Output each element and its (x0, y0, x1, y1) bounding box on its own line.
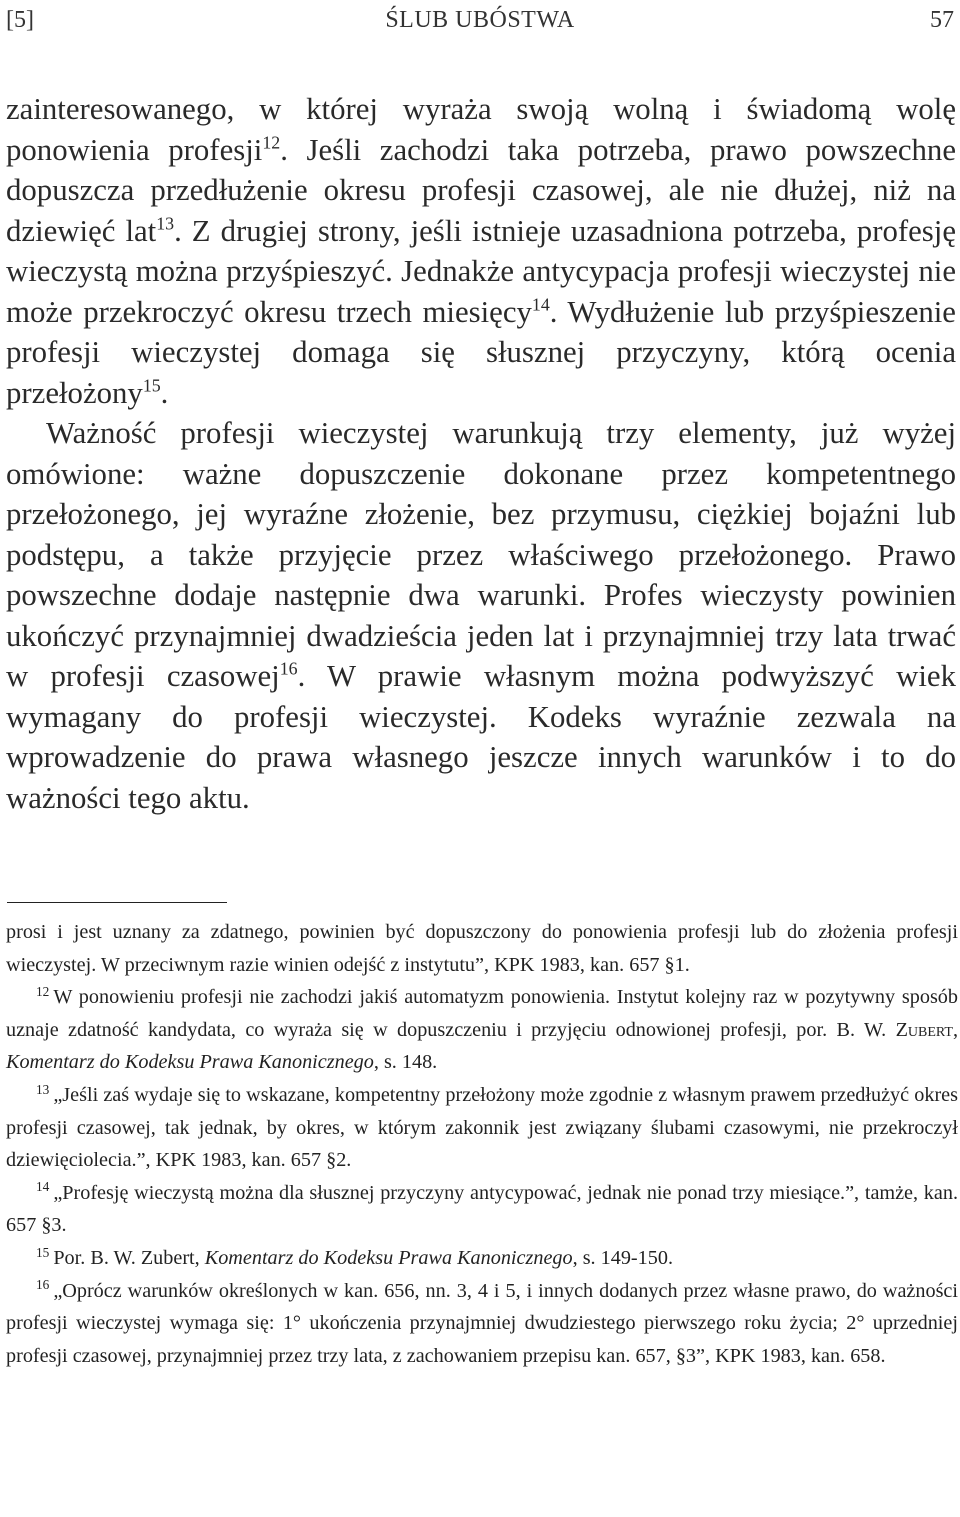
footnote-number: 14 (36, 1179, 50, 1195)
footnote-16 (6, 1275, 958, 1373)
footnote-14 (6, 1177, 958, 1242)
text-run: Ważność profesji wieczystej warunkują trzy elementy, już wyżej omówione: ważne dopuszczenie dokonane przez kompetentnego przełożonego, jej wyraźne złożenie, bez przymusu, ciężkiej bojaźni lub podstępu, a także przyjęcie przez właściwego przełożonego. Prawo powszechne dodaje następnie dwa warunki. Profes wieczysty powinien ukończyć przynajmniej dwadzieścia jeden lat i przynajmniej trzy lata trwać w profesji czasowej (6, 416, 956, 693)
text-run: „Jeśli zaś wydaje się to wskazane, kompetentny przełożony może zgodnie z własnym prawem przedłużyć okres profesji czasowej, tak jednak, by okres, w którym zakonnik jest związany ślubami czasowymi, nie przekroczył dziewięciolecia.”, KPK 1983, kan. 657 §2. (6, 1083, 958, 1172)
footnote-ref-12: 12 (262, 131, 281, 152)
footnote-number: 13 (36, 1081, 50, 1097)
text-run: W ponowieniu profesji nie zachodzi jakiś automatyzm ponowienia. Instytut kolejny raz w pozytywny sposób uznaje zdatność kandydata, co wyraża się w dopuszczeniu i przyjęciu odnowionej profesji, por. B. W. (6, 986, 958, 1041)
text-run: . Z drugiej strony, jeśli istnieje uzasadniona potrzeba, profesję wieczystą można przyśpieszyć. Jednakże antycypacja profesji wieczystej nie może przekroczyć okresu trzech miesięcy (6, 213, 956, 329)
footnote-ref-14: 14 (531, 293, 550, 314)
footnote-number: 16 (36, 1277, 50, 1293)
footnote-ref-16: 16 (279, 658, 298, 679)
book-title: Komentarz do Kodeksu Prawa Kanonicznego (204, 1246, 573, 1269)
footnote-12: $^{12}$ W ponowieniu profesji nie zachodzi jakiś automatyzm ponowienia. Instytut kolejny raz w pozytywny sposób uznaje zdatność kandydata, co wyraża się w dopuszczeniu i przyjęciu odnowionej profesji, por. B. W. Zubert, Komentarz do Kodeksu Prawa Kanonicznego, s. 148. (6, 983, 958, 1074)
text-run: „Profesję wieczystą można dla słusznej przyczyny antycypować, jednak nie ponad trzy miesiące.”, tamże, kan. 657 §3. (6, 1181, 958, 1237)
text-run: . Wydłużenie lub przyśpieszenie profesji wieczystej domaga się słusznej przyczyny, którą ocenia przełożony (6, 294, 956, 410)
footnote-continuation: prosi i jest uznany za zdatnego, powinien być dopuszczony do ponowienia profesji lub do złożenia profesji wieczystej. W przeciwnym razie winien odejść z instytutu”, KPK 1983, kan. 657 §1. (6, 921, 958, 976)
footnote-separator (7, 902, 227, 903)
running-title: ŚLUB UBÓSTWA (385, 7, 575, 33)
text-run: . (160, 375, 169, 410)
text-run: . Jeśli zachodzi taka potrzeba, prawo powszechne dopuszcza przedłużenie okresu profesji czasowej, ale nie dłużej, niż na dziewięć lat (6, 132, 956, 248)
paragraph-2 (6, 413, 956, 818)
footnote-15 (6, 1242, 958, 1275)
running-head (6, 3, 954, 37)
author-name: Zubert (895, 1018, 953, 1041)
footnote-number: 12 (36, 983, 50, 999)
paragraph-1 (6, 89, 956, 413)
book-title: Komentarz do Kodeksu Prawa Kanonicznego (6, 1051, 374, 1074)
text-run: , s. 149-150. (572, 1246, 673, 1269)
footnote-13 (6, 1079, 958, 1177)
footnote-number: 15 (36, 1244, 50, 1260)
text-run: , s. 148. (373, 1051, 438, 1074)
page-number: 57 (930, 7, 954, 33)
text-run: . W prawie własnym można podwyższyć wiek wymagany do profesji wieczystej. Kodeks wyraźnie zezwala na wprowadzenie do prawa własnego jeszcze innych warunków i to do ważności tego aktu. (6, 659, 956, 815)
text-run: zainteresowanego, w której wyraża swoją wolną i świadomą wolę ponowienia profesji (6, 92, 956, 167)
text-run: Por. B. W. Zubert, (53, 1246, 200, 1269)
main-text (6, 89, 956, 818)
section-number: [5] (6, 7, 34, 33)
footnote-ref-13: 13 (156, 212, 175, 233)
text-run: „Oprócz warunków określonych w kan. 656, nn. 3, 4 i 5, i innych dodanych przez własne prawo, do ważności profesji wieczystej wymaga się: 1° ukończenia przynajmniej dwudziestego pierwszego roku życia; 2° uprzedniej profesji czasowej, przynajmniej przez trzy lata, z zachowaniem przepisu kan. 657, §3”, KPK 1983, kan. 658. (6, 1279, 958, 1367)
footnote-ref-15: 15 (142, 374, 161, 395)
footnotes (6, 916, 958, 1372)
